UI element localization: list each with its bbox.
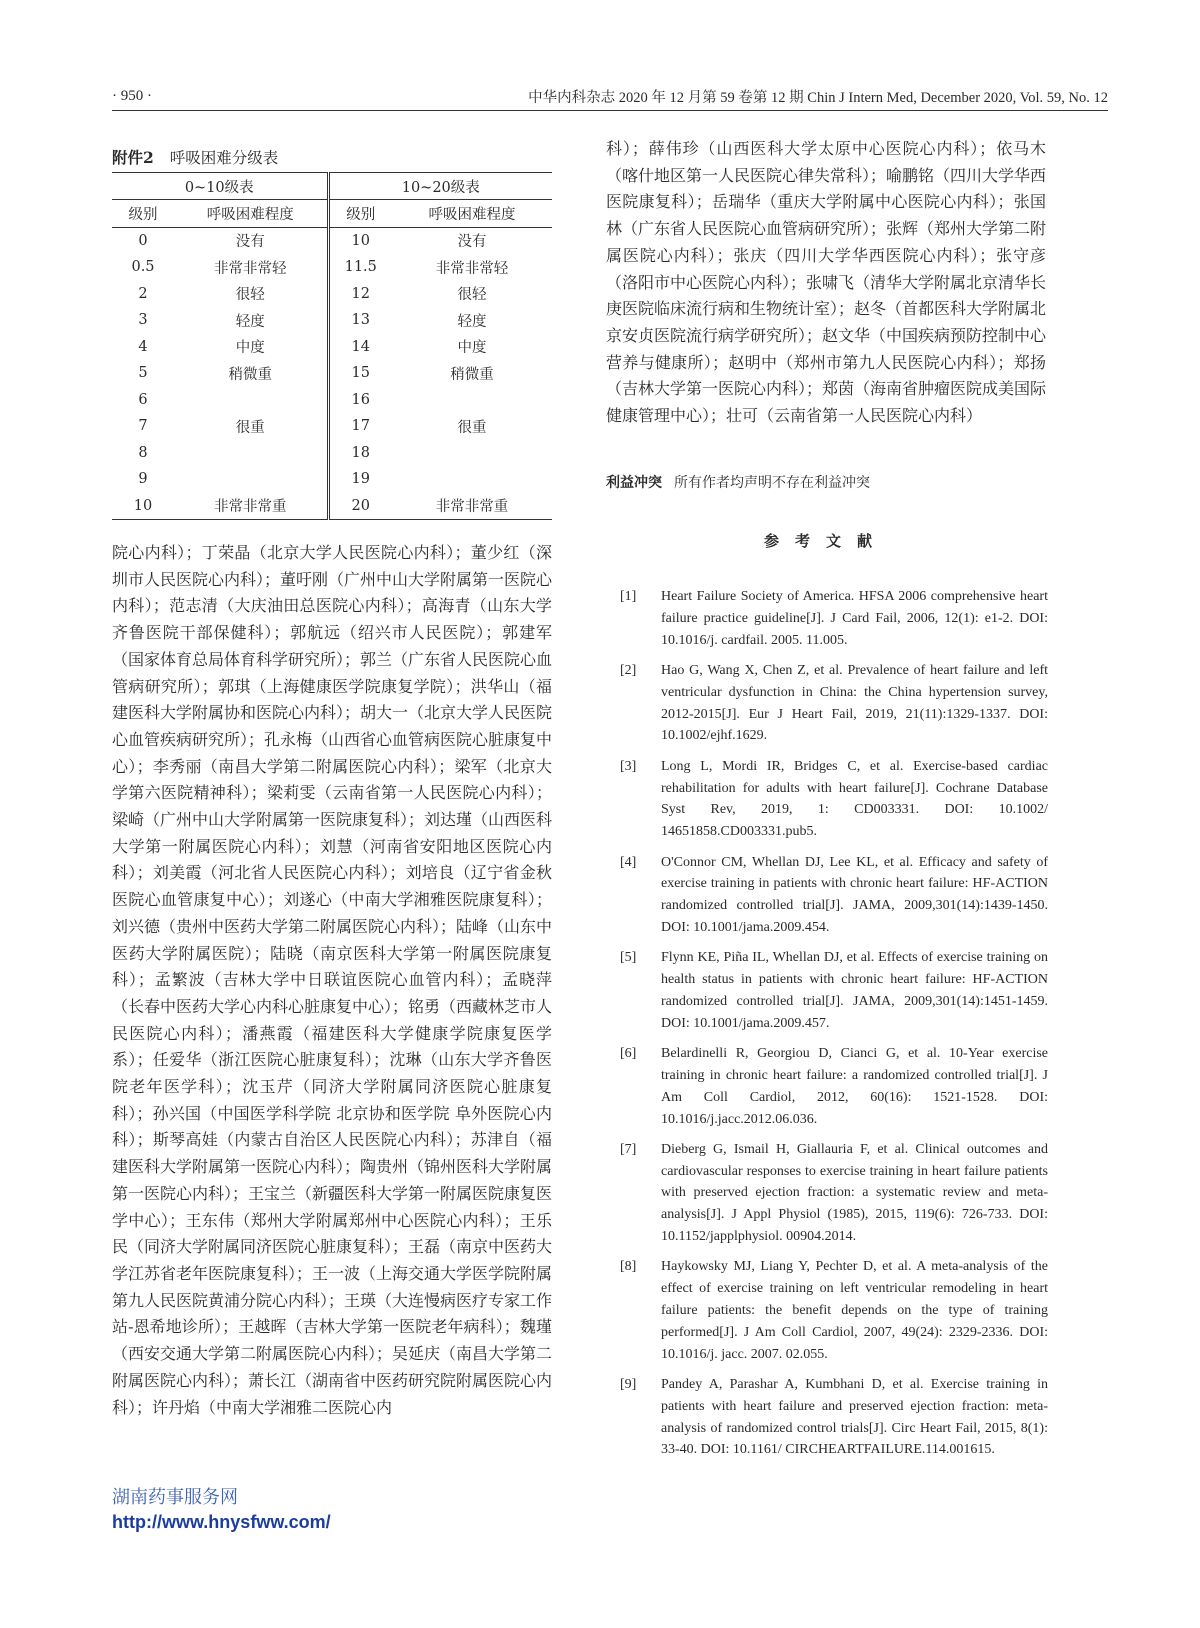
reference-number: [2] [620,662,637,678]
table-row [112,254,552,281]
reference-number: [1] [620,589,637,604]
column-header: 呼吸困难程度 [174,200,328,228]
references-heading: 参考文献 [763,532,888,550]
reference-text: Hao G, Wang X, Chen Z, et al. Prevalence of heart failure and left ventricular dysfunction in China: the China hypertension survey, 2012-2015[J]. Eur J Heart Fail, 2019, 21(11):1329-1337. DOI: 10.1002/ejhf.1629. [661,662,1048,744]
table-cell: 18 [328,440,392,467]
reference-text: Dieberg G, Ismail H, Giallauria F, et al. Clinical outcomes and cardiovascular responses to exercise training in heart failure patients with preserved ejection fraction: a systematic review and meta-analysis[J]. J Appl Physiol (1985), 2015, 119(6): 726-733. DOI: 10.1152/japplphysiol. 00904.2014. [661,1141,1048,1245]
table-cell: 稍微重 [228,366,272,383]
table-cell: 20 [328,493,392,520]
attachment-label: 附件2 [112,148,154,167]
table-cell: 没有 [235,234,265,251]
reference-text: Pandey A, Parashar A, Kumbhani D, et al. Exercise training in patients with heart failure and preserved ejection fraction: meta-analysis of randomized control trials[J]. Circ Heart Fail, 2015, 8(1): 33-40. DOI: 10.1161/ CIRCHEARTFAILURE.114.001615. [661,1377,1048,1458]
reference-text: Long L, Mordi IR, Bridges C, et al. Exercise-based cardiac rehabilitation for adults with heart failure[J]. Cochrane Database Syst Rev, 2019, 1: CD003331. DOI: 10.1002/ 14651858.CD003331.pub5. [661,758,1048,840]
reference-item [606,1139,1048,1248]
table-cell: 8 [138,444,148,461]
reference-item [606,1374,1048,1461]
table-cell: 16 [328,387,392,414]
reference-number: [8] [620,1259,637,1275]
table-cell: 非常非常重 [392,493,552,520]
reference-text: Belardinelli R, Georgiou D, Cianci G, et al. 10-Year exercise training in chronic heart failure: a randomized controlled trial[J]. J Am Coll Cardiol, 2012, 60(16): 1521-1528. DOI: 10.1016/j.jacc.2012.06.036. [661,1046,1048,1127]
table-cell: 0 [138,232,148,249]
site-name: 湖南药事服务网 [112,1487,238,1508]
table-row [112,227,552,254]
table-cell: 12 [328,281,392,308]
table-row [112,387,552,414]
table-cell: 7 [138,418,148,435]
table-cell: 很轻 [235,287,265,304]
reference-item [606,1043,1048,1130]
group-header-10-20: 10~20级表 [328,173,552,200]
table-cell: 19 [328,466,392,493]
journal-citation: 中华内科杂志 2020 年 12 月第 59 卷第 12 期 Chin J Intern Med, December 2020, Vol. 59, No. 12 [528,90,1108,106]
dyspnea-grade-table [112,172,552,520]
page-number: · 950 · [112,88,152,104]
table-cell: 13 [328,307,392,334]
reference-number: [9] [620,1377,637,1393]
table-cell: 很重 [235,419,265,436]
table-row [112,413,552,440]
reference-item [606,586,1048,651]
table-cell: 5 [138,365,148,382]
table-cell: 0.5 [131,259,155,276]
conflict-of-interest [606,472,870,492]
reference-number: [7] [620,1141,637,1157]
conflict-label: 利益冲突 [606,475,662,491]
column-header: 级别 [112,200,174,228]
table-cell: 17 [328,413,392,440]
table-cell: 3 [138,312,148,329]
table-cell: 非常非常轻 [435,260,509,277]
table-cell: 6 [138,391,148,408]
table-cell: 轻度 [235,313,265,330]
table-row [112,281,552,308]
table-cell [392,466,552,493]
reference-number: [5] [620,950,637,966]
column-header: 级别 [328,200,392,228]
table-cell: 10 [112,493,174,520]
column-header: 呼吸困难程度 [392,200,552,228]
reference-item [606,1256,1048,1365]
table-row [112,440,552,467]
table-cell: 很轻 [457,287,487,304]
table-row [112,493,552,520]
group-header-0-10: 0~10级表 [112,173,328,200]
watermark-footer [112,1486,331,1534]
table-cell: 非常非常轻 [214,260,287,277]
author-list-left: 院心内科）；丁荣晶（北京大学人民医院心内科）；董少红（深圳市人民医院心内科）；董吁刚（广州中山大学附属第一医院心内科）；范志清（大庆油田总医院心内科）；高海青（山东大学齐鲁医院干部保健科）；郭航远（绍兴市人民医院）；郭建军（国家体育总局体育科学研究所）；郭兰（广东省人民医院心血管病研究所）；郭琪（上海健康医学院康复学院）；洪华山（福建医科大学附属协和医院心内科）；胡大一（北京大学人民医院心血管疾病研究所）；孔永梅（山西省心血管病医院心脏康复中心）；李秀丽（南昌大学第二附属医院心内科）；梁军（北京大学第六医院精神科）；梁莉雯（云南省第一人民医院心内科）；梁崎（广州中山大学附属第一医院康复科）；刘达瑾（山西医科大学第一附属医院心内科）；刘慧（河南省安阳地区医院心内科）；刘美霞（河北省人民医院心内科）；刘培良（辽宁省金秋医院心血管康复中心）；刘遂心（中南大学湘雅医院康复科）；刘兴德（贵州中医药大学第二附属医院心内科）；陆峰（山东中医药大学附属医院）；陆晓（南京医科大学第一附属医院康复科）；孟繁波（吉林大学中日联谊医院心血管内科）；孟晓萍（长春中医药大学心内科心脏康复中心）；铭勇（西藏林芝市人民医院心内科）；潘燕霞（福建医科大学健康学院康复医学系）；任爱华（浙江医院心脏康复科）；沈琳（山东大学齐鲁医院老年医学科）；沈玉芹（同济大学附属同济医院心脏康复科）；孙兴国（中国医学科学院 北京协和医学院 阜外医院心内科）；斯琴高娃（内蒙古自治区人民医院心内科）；苏津自（福建医科大学附属第一医院心内科）；陶贵州（锦州医科大学附属第一医院心内科）；王宝兰（新疆医科大学第一附属医院康复医学中心）；王东伟（郑州大学附属郑州中心医院心内科）；王乐民（同济大学附属同济医院心脏康复科）；王磊（南京中医药大学江苏省老年医院康复科）；王一波（上海交通大学医学院附属第九人民医院黄浦分院心内科）；王瑛（大连慢病医疗专家工作站-恩希地诊所）；王越晖（吉林大学第一医院老年病科）；魏瑾（西安交通大学第二附属医院心内科）；吴延庆（南昌大学第二附属医院心内科）；萧长江（湖南省中医药研究院附属医院心内科）；许丹焰（中南大学湘雅二医院心内 [112,543,553,1417]
reference-text: Haykowsky MJ, Liang Y, Pechter D, et al. A meta-analysis of the effect of exercise training on left ventricular remodeling in heart failure patients: the benefit depends on the type of training performed[J]. J Am Coll Cardiol, 2007, 49(24): 2329-2336. DOI: 10.1016/j. jacc. 2007. 02.055. [661,1259,1048,1362]
table-cell: 10 [328,227,392,254]
table-group-header-row [112,173,552,200]
reference-text: Heart Failure Society of America. HFSA 2006 comprehensive heart failure practice guideline[J]. J Card Fail, 2006, 12(1): e1-2. DOI: 10.1016/j. cardfail. 2005. 11.005. [661,589,1048,648]
table-cell: 轻度 [457,313,487,330]
page-header [112,84,1108,110]
conflict-text: 所有作者均声明不存在利益冲突 [674,475,870,491]
table-cell [174,440,328,467]
table-cell: 很重 [457,419,487,436]
reference-text: Flynn KE, Piña IL, Whellan DJ, et al. Effects of exercise training on health status in patients with chronic heart failure: HF-ACTION randomized controlled trial[J]. JAMA, 2009,301(14):1451-1459. DOI: 10.1001/jama.2009.457. [661,950,1048,1031]
table-cell: 11.5 [328,254,392,281]
table-cell: 中度 [457,340,487,357]
table-row [112,334,552,361]
table-cell: 4 [138,338,148,355]
table-cell [392,440,552,467]
table-cell: 15 [328,360,392,387]
table-cell: 没有 [457,234,487,251]
reference-text: O'Connor CM, Whellan DJ, Lee KL, et al. Efficacy and safety of exercise training in patients with chronic heart failure: HF-ACTION randomized controlled trial[J]. JAMA, 2009,301(14):1439-1450. DOI: 10.1001/jama.2009.454. [661,854,1048,935]
table-cell [174,466,328,493]
table-column-header-row [112,200,552,228]
reference-number: [6] [620,1046,637,1062]
reference-number: [3] [620,758,637,774]
table-cell [392,387,552,414]
table-cell: 2 [138,285,148,302]
table-body [112,227,552,520]
author-list-right: 科）；薛伟珍（山西医科大学太原中心医院心内科）；依马木（喀什地区第一人民医院心律失常科）；喻鹏铭（四川大学华西医院康复科）；岳瑞华（重庆大学附属中心医院心内科）；张国林（广东省人民医院心血管病研究所）；张辉（郑州大学第二附属医院心内科）；张庆（四川大学华西医院心内科）；张守彦（洛阳市中心医院心内科）；张啸飞（清华大学附属北京清华长庚医院临床流行病和生物统计室）；赵冬（首都医科大学附属北京安贞医院流行病学研究所）；赵文华（中国疾病预防控制中心营养与健康所）；赵明中（郑州市第九人民医院心内科）；郑扬（吉林大学第一医院心内科）；郑茵（海南省肿瘤医院成美国际健康管理中心）；壮可（云南省第一人民医院心内科） [606,139,1047,426]
reference-number: [4] [620,854,637,870]
table-row [112,360,552,387]
table-cell: 14 [328,334,392,361]
attachment-name: 呼吸困难分级表 [169,149,279,167]
reference-list [606,586,1048,1470]
table-cell: 稍微重 [450,366,494,383]
reference-item [606,756,1048,843]
table-cell: 非常非常重 [174,493,328,520]
table-cell: 9 [138,471,148,488]
reference-item [606,660,1048,747]
site-url[interactable]: http://www.hnysfww.com/ [112,1512,331,1532]
reference-item [606,947,1048,1034]
reference-item [606,852,1048,939]
table-cell: 中度 [235,340,265,357]
table-cell [174,387,328,414]
table-row [112,466,552,493]
attachment-title [112,146,278,168]
table-row [112,307,552,334]
header-rule [112,110,1108,111]
